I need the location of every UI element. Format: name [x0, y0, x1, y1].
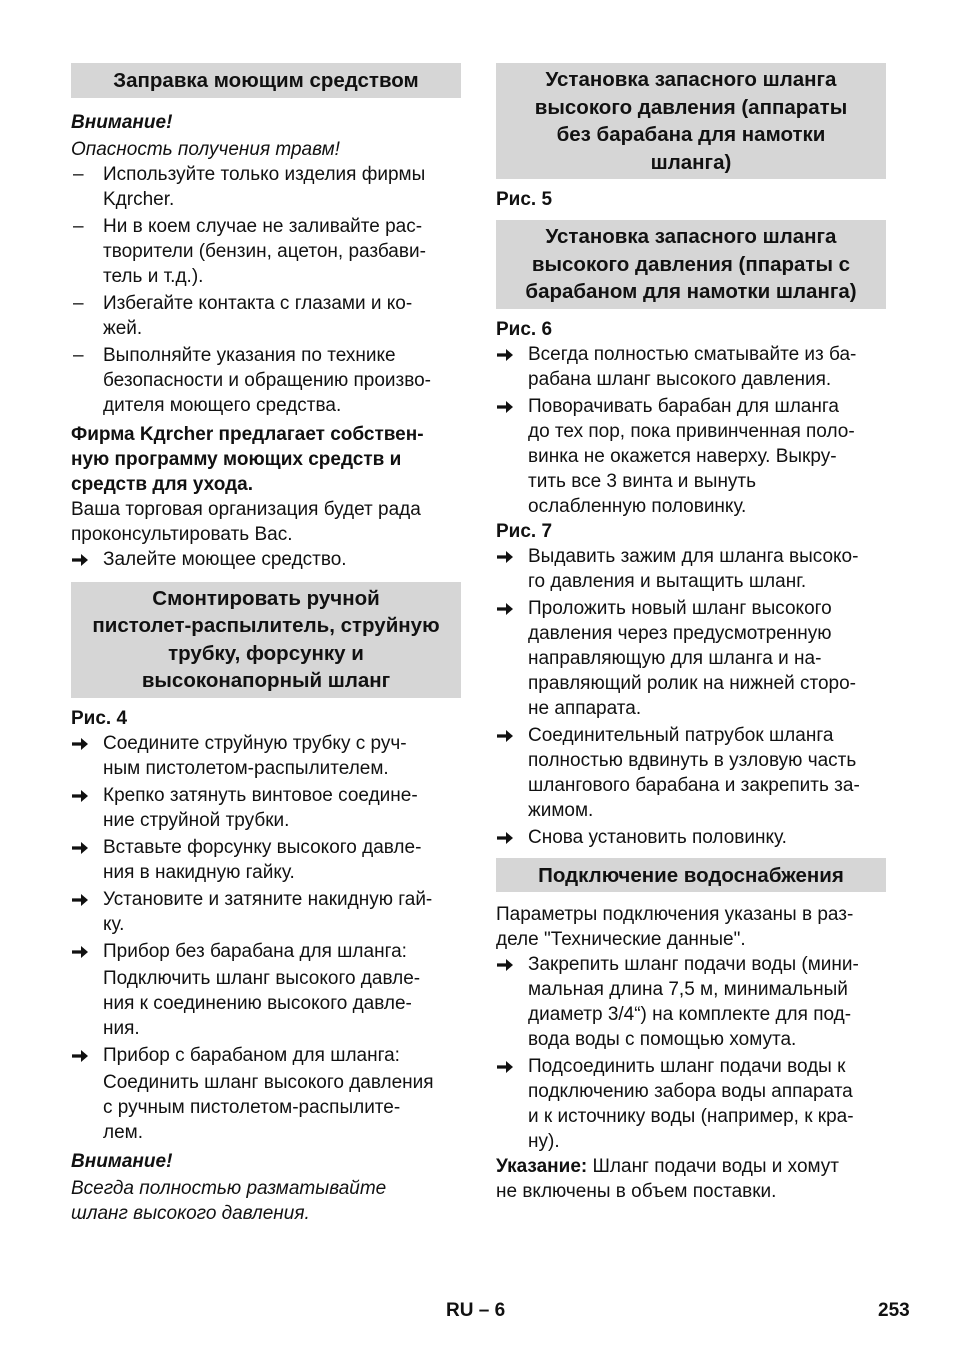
text-line: шланг высокого давления.	[71, 1202, 310, 1224]
heading-line: высоконапорный шланг	[141, 669, 391, 692]
text-line: Ваша торговая организация будет рада	[71, 498, 421, 520]
arrow-right-icon	[71, 939, 101, 960]
warning-title: Внимание!	[71, 111, 173, 133]
text-line: направляющую для шланга и на-	[528, 647, 822, 669]
arrow-right-icon	[71, 783, 101, 804]
text-line: творители (бензин, ацетон, разбави-	[103, 240, 426, 262]
step-with-drum	[71, 1043, 461, 1068]
water-supply-steps	[496, 952, 886, 1154]
arrow-right-icon	[71, 547, 101, 568]
text-line: Вставьте форсунку высокого давле-	[103, 836, 422, 858]
text-line: Соединить шланг высокого давления	[103, 1071, 434, 1093]
drum-step-2	[496, 394, 886, 519]
section-heading-detergent: Заправка моющим средством	[71, 63, 461, 98]
heading-line: Установка запасного шланга	[545, 68, 837, 91]
text-line: го давления и вытащить шланг.	[528, 570, 807, 592]
section-heading-assembly	[71, 582, 461, 698]
text-line: Ни в коем случае не заливайте рас-	[103, 215, 423, 237]
footer-section-number: RU – 6	[446, 1300, 506, 1321]
hose-step-3	[496, 723, 886, 823]
text-line: ния к соединению высокого давле-	[103, 992, 412, 1014]
text-line: средств для ухода.	[71, 473, 254, 495]
dash-list-item-3	[71, 291, 461, 341]
water-step-2	[496, 1054, 886, 1154]
dealer-paragraph	[71, 497, 461, 547]
drum-step-1	[496, 342, 886, 392]
heading-line: высокого давления (ппараты с	[531, 252, 851, 276]
step-no-drum	[71, 939, 461, 964]
text-line: Снова установить половинку.	[528, 826, 787, 848]
text-line: ния.	[103, 1017, 140, 1039]
text-line: Крепко затянуть винтовое соедине-	[103, 784, 418, 806]
assembly-steps	[71, 731, 461, 937]
assembly-step-1	[71, 731, 461, 781]
figure-ref-5: Рис. 5	[496, 189, 553, 210]
arrow-right-icon	[496, 596, 526, 617]
text-line: Параметры подключения указаны в раз-	[496, 904, 854, 925]
text-line: диаметр 3/4“) на комплекте для под-	[528, 1004, 852, 1025]
text-line: мальная длина 7,5 м, минимальный	[528, 979, 848, 1000]
text-line: лем.	[103, 1121, 143, 1143]
left-column	[71, 63, 461, 1226]
right-column	[496, 63, 886, 1204]
text-line: шлангового барабана и закрепить за-	[528, 774, 860, 796]
heading-line: Установка запасного шланга	[545, 225, 837, 248]
arrow-right-icon	[496, 342, 526, 363]
text-line: ку.	[103, 913, 125, 935]
text-line: Выдавить зажим для шланга высоко-	[528, 545, 859, 567]
text-line: рабана шланг высокого давления.	[528, 368, 832, 390]
text-line: Используйте только изделия фирмы	[103, 163, 426, 185]
arrow-right-icon	[71, 835, 101, 856]
dash-bullet-icon: –	[73, 163, 84, 185]
arrow-right-icon	[496, 1054, 526, 1075]
text-line: подключению забора воды аппарата	[528, 1081, 853, 1102]
text-line: не аппарата.	[528, 697, 642, 719]
text-line: безопасности и обращению произво-	[103, 369, 432, 391]
heading-line: Смонтировать ручной	[152, 586, 380, 610]
text-line: Соедините струйную трубку с руч-	[103, 732, 407, 754]
text-line: деле "Технические данные".	[496, 929, 746, 950]
arrow-right-icon	[71, 731, 101, 752]
arrow-right-icon	[496, 723, 526, 744]
text-line: ние струйной трубки.	[103, 809, 290, 831]
assembly-step-4	[71, 887, 461, 937]
hose-replace-steps	[496, 544, 886, 850]
water-step-1	[496, 952, 886, 1052]
heading-line: пистолет-распылитель, струйную	[92, 614, 440, 637]
dash-bullet-icon: –	[73, 215, 84, 237]
heading-line: трубку, форсунку и	[168, 641, 364, 665]
assembly-step-3	[71, 835, 461, 885]
text-line: тель и т.д.).	[103, 265, 204, 287]
text-line: Закрепить шланг подачи воды (мини-	[528, 954, 859, 975]
text-line: Избегайте контакта с глазами и ко-	[103, 292, 413, 314]
dash-list-item-4	[71, 343, 461, 418]
warning-text: Опасность получения травм!	[71, 138, 340, 160]
text-line: Подсоединить шланг подачи воды к	[528, 1056, 846, 1077]
text-line: Проложить новый шланг высокого	[528, 597, 832, 619]
heading-line: без барабана для намотки	[556, 123, 826, 146]
text-line: проконсультировать Вас.	[71, 523, 293, 545]
no-drum-instructions	[71, 966, 461, 1041]
with-drum-instructions	[71, 1070, 461, 1145]
section-heading-water-supply: Подключение водоснабжения	[496, 858, 886, 893]
text-line: Всегда полностью сматывайте из ба-	[528, 343, 857, 365]
hose-step-1	[496, 544, 886, 594]
text-line: давления через предусмотренную	[528, 622, 832, 644]
text-line: Подключить шланг высокого давле-	[103, 967, 421, 989]
dash-list	[71, 162, 461, 418]
step-text: Прибор с барабаном для шланга:	[103, 1044, 400, 1066]
text-line: не включены в объем поставки.	[496, 1181, 777, 1202]
dash-list-item-2	[71, 214, 461, 289]
text-line: ния в накидную гайку.	[103, 861, 295, 883]
note-paragraph	[496, 1154, 886, 1204]
footer-page-number: 253	[878, 1300, 910, 1321]
text-line: ослабленную половинку.	[528, 495, 747, 517]
text-line: с ручным пистолетом-распылите-	[103, 1096, 401, 1118]
text-line: правляющий ролик на нижней сторо-	[528, 672, 856, 694]
text-line: полностью вдвинуть в узловую часть	[528, 749, 857, 771]
arrow-right-icon	[496, 952, 526, 973]
arrow-right-icon	[71, 887, 101, 908]
heading-line: высокого давления (аппараты	[534, 95, 848, 119]
text-line: Kдrcher.	[103, 188, 175, 210]
figure-ref-6: Рис. 6	[496, 318, 553, 340]
text-line: ну).	[528, 1131, 560, 1152]
hose-drum-steps	[496, 342, 886, 519]
text-line: Фирма Kдrcher предлагает собствен-	[71, 423, 424, 445]
hose-step-2	[496, 596, 886, 721]
text-line: дителя моющего средства.	[103, 394, 342, 416]
step-text: Залейте моющее средство.	[103, 548, 347, 570]
note-label: Указание:	[496, 1156, 588, 1177]
text-line: Шланг подачи воды и хомут	[587, 1156, 840, 1177]
arrow-right-icon	[496, 394, 526, 415]
heading-line: шланга)	[650, 150, 732, 174]
text-line: Установите и затяните накидную гай-	[103, 888, 433, 910]
text-line: Выполняйте указания по технике	[103, 344, 396, 366]
hose-step-4	[496, 825, 886, 850]
step-fill-detergent	[71, 547, 461, 572]
dash-list-item-1	[71, 162, 461, 212]
figure-ref-4: Рис. 4	[71, 707, 128, 729]
connection-params-paragraph	[496, 902, 886, 952]
text-line: жей.	[103, 317, 143, 339]
arrow-right-icon	[71, 1043, 101, 1064]
text-line: жимом.	[528, 799, 594, 821]
text-line: винка не окажется наверху. Выкру-	[528, 445, 837, 467]
section-heading-hose-no-drum	[496, 63, 886, 179]
heading-line: барабаном для намотки шланга)	[525, 280, 857, 303]
kaercher-program-paragraph	[71, 422, 461, 497]
text-line: Соединительный патрубок шланга	[528, 724, 834, 746]
text-line: ным пистолетом-распылителем.	[103, 757, 389, 779]
assembly-step-2	[71, 783, 461, 833]
warning-text	[71, 1176, 461, 1226]
arrow-right-icon	[496, 544, 526, 565]
step-text: Прибор без барабана для шланга:	[103, 940, 407, 962]
text-line: вода воды с помощью хомута.	[528, 1029, 797, 1050]
text-line: ную программу моющих средств и	[71, 448, 402, 470]
text-line: тить все 3 винта и вынуть	[528, 470, 757, 492]
text-line: Поворачивать барабан для шланга	[528, 395, 839, 417]
warning-title: Внимание!	[71, 1150, 173, 1172]
dash-bullet-icon: –	[73, 292, 84, 314]
text-line: и к источнику воды (например, к кра-	[528, 1106, 854, 1127]
figure-ref-7: Рис. 7	[496, 520, 553, 542]
arrow-right-icon	[496, 825, 526, 846]
dash-bullet-icon: –	[73, 344, 84, 366]
text-line: до тех пор, пока привинченная поло-	[528, 420, 855, 442]
text-line: Всегда полностью разматывайте	[71, 1177, 387, 1199]
section-heading-hose-drum	[496, 220, 886, 309]
